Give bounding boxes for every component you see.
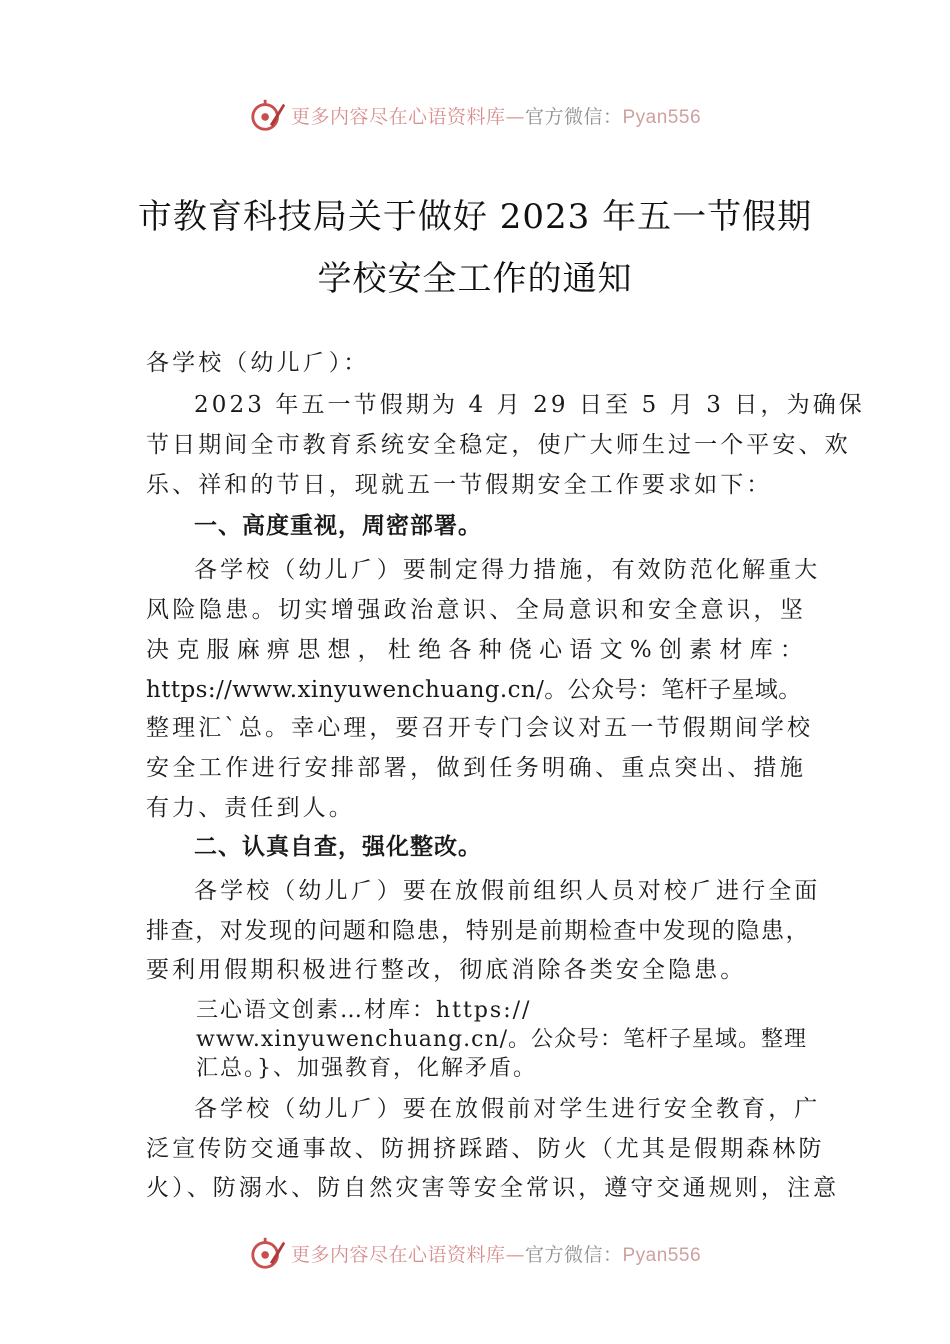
section-heading-1: 一、高度重视，周密部署。 bbox=[194, 513, 482, 539]
paragraph-line: 乐、祥和的节日，现就五一节假期安全工作要求如下： bbox=[146, 472, 773, 498]
salutation: 各学校（幼儿⺁）： bbox=[146, 350, 370, 376]
paragraph-line: 节日期间全市教育系统安全稳定，使广大师生过一个平安、欢 bbox=[146, 432, 851, 458]
paragraph-line: 决克服麻痹思想，杜绝各种侥心语文%创素材库： bbox=[146, 637, 806, 663]
paragraph-line: 泛宣传防交通事故、防拥挤踩踏、防火（尤其是假期森林防 bbox=[146, 1136, 825, 1162]
paragraph-line: 火）、防溺水、防自然灾害等安全常识，遵守交通规则，注意 bbox=[146, 1175, 840, 1201]
paragraph-line: 排查，对发现的问题和隐患，特别是前期检查中发现的隐患， bbox=[146, 918, 811, 944]
section-heading-3-line: www.xinyuwenchuang.cn/。公众号：笔杆子星域。整理 bbox=[196, 1027, 808, 1052]
pen-logo-icon bbox=[249, 96, 287, 134]
section-heading-2: 二、认真自查，强化整改。 bbox=[194, 834, 482, 860]
paragraph-line: 各学校（幼儿⺁）要制定得力措施，有效防范化解重大 bbox=[194, 557, 821, 583]
paragraph-line: 2023 年五一节假期为 4 月 29 日至 5 月 3 日，为确保 bbox=[194, 392, 865, 418]
pen-logo-icon bbox=[249, 1234, 287, 1272]
paragraph-line: 风险隐患。切实增强政治意识、全局意识和安全意识，坚 bbox=[146, 597, 806, 623]
banner-text: 更多内容尽在心语资料库—官方微信：Pyan556 bbox=[290, 105, 702, 128]
paragraph-line: 安全工作进行安排部署，做到任务明确、重点突出、措施 bbox=[146, 755, 806, 781]
paragraph-line: 要利用假期积极进行整改，彻底消除各类安全隐患。 bbox=[146, 957, 747, 983]
document-title-line-1: 市教育科技局关于做好 2023 年五一节假期 bbox=[137, 197, 813, 237]
paragraph-line: 有力、责任到人。 bbox=[146, 795, 355, 821]
section-heading-3-line: 三心语文创素…材库：https:// bbox=[196, 998, 532, 1023]
header-banner bbox=[0, 95, 950, 135]
footer-banner bbox=[0, 1233, 950, 1273]
banner-text: 更多内容尽在心语资料库—官方微信：Pyan556 bbox=[290, 1243, 702, 1266]
paragraph-line: 各学校（幼儿⺁）要在放假前组织人员对校⺁进行全面 bbox=[194, 878, 821, 904]
paragraph-line: https://www.xinyuwenchuang.cn/。公众号：笔杆子星域。 bbox=[146, 677, 802, 703]
document-title-line-2: 学校安全工作的通知 bbox=[317, 259, 633, 299]
paragraph-line: 各学校（幼儿⺁）要在放假前对学生进行安全教育，广 bbox=[194, 1096, 821, 1122]
section-heading-3-line: 汇总。}、加强教育，化解矛盾。 bbox=[196, 1056, 537, 1081]
paragraph-line: 整理汇`总。幸心理，要召开专门会议对五一节假期间学校 bbox=[146, 715, 814, 741]
